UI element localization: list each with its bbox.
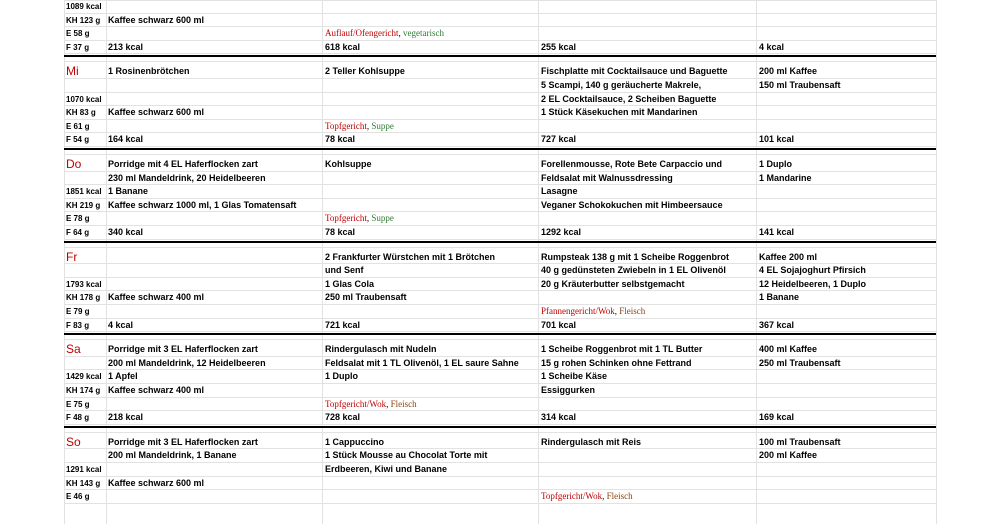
category-separator: , (602, 491, 607, 502)
nutrition-label: KH 219 g (66, 200, 101, 210)
meal-cell[interactable]: Kaffee schwarz 1000 ml, 1 Glas Tomatensaft (108, 199, 297, 210)
meal-cell[interactable]: 101 kcal (759, 134, 795, 145)
meal-cell[interactable]: Rindergulasch mit Reis (541, 436, 642, 447)
meal-cell[interactable]: 618 kcal (325, 41, 361, 52)
meal-cell[interactable]: 4 EL Sojajoghurt Pfirsich (759, 265, 866, 276)
meal-cell[interactable]: 200 ml Kaffee (759, 450, 818, 461)
nutrition-label: F 64 g (66, 228, 90, 237)
meal-cell[interactable]: Kaffee 200 ml (759, 251, 818, 262)
meal-cell[interactable]: 100 ml Traubensaft (759, 436, 841, 447)
nutrition-label: F 83 g (66, 320, 90, 330)
dish-category-tag (541, 305, 645, 318)
nutrition-label: F 48 g (66, 413, 90, 423)
row-gridline (64, 318, 936, 319)
day-name: So (66, 434, 81, 449)
category-type: Topfgericht/Wok (541, 491, 603, 502)
meal-cell[interactable]: 255 kcal (541, 41, 577, 52)
row-gridline (64, 40, 936, 41)
meal-cell[interactable]: 701 kcal (541, 319, 577, 330)
meal-cell[interactable]: 1 Banane (108, 186, 149, 197)
row-gridline (64, 410, 936, 411)
nutrition-label: 1429 kcal (66, 372, 102, 382)
meal-cell[interactable]: Kaffee schwarz 600 ml (108, 107, 205, 118)
meal-cell[interactable]: 340 kcal (108, 227, 144, 237)
row-gridline (64, 0, 936, 1)
meal-cell[interactable]: 213 kcal (108, 41, 144, 52)
meal-cell[interactable]: Essiggurken (541, 385, 596, 395)
nutrition-label: KH 83 g (66, 108, 96, 118)
meal-cell[interactable]: Rumpsteak 138 g mit 1 Scheibe Roggenbrot (541, 251, 730, 262)
meal-cell[interactable]: 250 ml Traubensaft (759, 357, 841, 368)
day-name: Fr (66, 249, 78, 264)
category-separator: , (398, 28, 403, 39)
dish-category-tag (325, 27, 444, 40)
meal-cell[interactable]: Forellenmousse, Rote Bete Carpaccio und (541, 159, 723, 169)
row-gridline (64, 432, 936, 433)
category-diet: Fleisch (619, 306, 646, 316)
category-diet: vegetarisch (402, 28, 444, 39)
nutrition-label: E 46 g (66, 492, 90, 502)
meal-cell[interactable]: Lasagne (541, 186, 578, 197)
category-diet: Fleisch (606, 491, 633, 502)
meal-cell[interactable]: 1 Apfel (108, 371, 138, 382)
meal-cell[interactable]: Veganer Schokokuchen mit Himbeersauce (541, 199, 723, 210)
meal-cell[interactable]: Rindergulasch mit Nudeln (325, 344, 437, 355)
meal-cell[interactable]: Fischplatte mit Cocktailsauce und Baguette (541, 66, 728, 77)
row-gridline (64, 146, 936, 147)
day-name: Sa (66, 342, 81, 357)
row-gridline (64, 53, 936, 54)
meal-cell[interactable]: Kaffee schwarz 400 ml (108, 385, 205, 395)
meal-cell[interactable]: 1 Scheibe Roggenbrot mit 1 TL Butter (541, 344, 703, 355)
nutrition-label: KH 123 g (66, 15, 101, 25)
category-diet: Suppe (371, 120, 394, 131)
meal-cell[interactable]: 169 kcal (759, 412, 795, 423)
category-diet: Suppe (371, 213, 394, 224)
meal-cell[interactable]: 200 ml Mandeldrink, 12 Heidelbeeren (108, 357, 266, 368)
row-gridline (64, 331, 936, 332)
meal-cell[interactable]: 367 kcal (759, 319, 795, 330)
meal-cell[interactable]: 200 ml Kaffee (759, 66, 818, 77)
meal-cell[interactable]: 150 ml Traubensaft (759, 80, 841, 90)
nutrition-label: E 61 g (66, 121, 90, 131)
nutrition-label: F 37 g (66, 42, 90, 52)
meal-cell[interactable]: Erdbeeren, Kiwi und Banane (325, 464, 448, 474)
dish-category-tag (325, 120, 394, 133)
meal-cell[interactable]: 141 kcal (759, 227, 795, 237)
dish-category-tag (325, 212, 394, 225)
category-type: Topfgericht (325, 120, 367, 131)
meal-cell[interactable]: Kaffee schwarz 600 ml (108, 14, 205, 25)
column-gridline (936, 0, 937, 524)
row-gridline (64, 424, 936, 425)
meal-cell[interactable]: 721 kcal (325, 319, 361, 330)
category-separator: , (366, 213, 372, 224)
row-gridline (64, 61, 936, 62)
meal-cell[interactable]: 1 Mandarine (759, 172, 812, 183)
row-gridline (64, 154, 936, 155)
row-gridline (64, 225, 936, 226)
meal-cell[interactable]: Feldsalat mit 1 TL Olivenöl, 1 EL saure Sahne (325, 357, 519, 368)
meal-cell[interactable]: 15 g rohen Schinken ohne Fettrand (541, 357, 692, 368)
meal-cell[interactable]: Porridge mit 4 EL Haferflocken zart (108, 159, 258, 169)
meal-cell[interactable]: 1292 kcal (541, 227, 582, 237)
day-name: Mi (66, 64, 79, 79)
meal-cell[interactable]: 250 ml Traubensaft (325, 292, 407, 303)
category-type: Topfgericht/Wok (325, 398, 387, 409)
row-gridline (64, 503, 936, 504)
nutrition-label: E 78 g (66, 214, 90, 224)
category-type: Pfannengericht/Wok (541, 306, 615, 316)
meal-cell[interactable]: 400 ml Kaffee (759, 344, 818, 355)
meal-cell[interactable]: 12 Heidelbeeren, 1 Duplo (759, 278, 867, 289)
meal-cell[interactable]: 1 Glas Cola (325, 278, 375, 289)
meal-cell[interactable]: 1 Duplo (325, 371, 358, 382)
meal-cell[interactable]: Feldsalat mit Walnussdressing (541, 172, 673, 183)
meal-cell[interactable]: Porridge mit 3 EL Haferflocken zart (108, 436, 258, 447)
meal-cell[interactable]: 2 Frankfurter Würstchen mit 1 Brötchen (325, 251, 496, 262)
meal-cell[interactable]: 230 ml Mandeldrink, 20 Heidelbeeren (108, 172, 266, 183)
row-gridline (64, 247, 936, 248)
meal-cell[interactable]: 78 kcal (325, 227, 356, 237)
row-gridline (64, 339, 936, 340)
meal-cell[interactable]: 1 Stück Käsekuchen mit Mandarinen (541, 107, 698, 118)
meal-cell[interactable]: 4 kcal (759, 41, 785, 52)
meal-cell[interactable]: 20 g Kräuterbutter selbstgemacht (541, 278, 685, 289)
meal-cell[interactable]: 314 kcal (541, 412, 577, 423)
day-separator (64, 426, 936, 428)
meal-cell[interactable]: und Senf (325, 265, 364, 276)
category-separator: , (366, 120, 372, 131)
meal-cell[interactable]: 218 kcal (108, 412, 144, 423)
nutrition-label: 1089 kcal (66, 2, 102, 11)
nutrition-label: KH 174 g (66, 386, 101, 395)
meal-cell[interactable]: 200 ml Mandeldrink, 1 Banane (108, 450, 237, 461)
nutrition-label: 1793 kcal (66, 279, 102, 289)
day-separator (64, 241, 936, 243)
category-type: Topfgericht (325, 213, 367, 224)
category-separator: , (386, 398, 391, 409)
day-separator (64, 333, 936, 335)
dish-category-tag (325, 398, 417, 411)
meal-cell[interactable]: 2 EL Cocktailsauce, 2 Scheiben Baguette (541, 93, 717, 104)
nutrition-label: KH 178 g (66, 293, 101, 303)
meal-cell[interactable]: 1 Duplo (759, 159, 792, 169)
row-gridline (64, 239, 936, 240)
meal-cell[interactable]: Kaffee schwarz 600 ml (108, 477, 205, 488)
meal-cell[interactable]: 1 Rosinenbrötchen (108, 66, 190, 77)
meal-cell[interactable]: 5 Scampi, 140 g geräucherte Makrele, (541, 80, 702, 90)
meal-cell[interactable]: 164 kcal (108, 134, 144, 145)
meal-cell[interactable]: Kohlsuppe (325, 159, 372, 169)
nutrition-label: 1070 kcal (66, 94, 102, 104)
meal-cell[interactable]: Porridge mit 3 EL Haferflocken zart (108, 344, 258, 355)
meal-cell[interactable]: 1 Stück Mousse au Chocolat Torte mit (325, 450, 488, 461)
nutrition-label: 1291 kcal (66, 465, 102, 474)
meal-cell[interactable]: 78 kcal (325, 134, 356, 145)
nutrition-label: E 58 g (66, 29, 90, 39)
row-gridline (64, 132, 936, 133)
meal-cell[interactable]: 4 kcal (108, 319, 134, 330)
meal-cell[interactable]: 1 Cappuccino (325, 436, 385, 447)
meal-cell[interactable]: 2 Teller Kohlsuppe (325, 66, 405, 77)
meal-cell[interactable]: 728 kcal (325, 412, 361, 423)
nutrition-label: 1851 kcal (66, 187, 102, 197)
nutrition-label: E 79 g (66, 307, 90, 316)
day-separator (64, 55, 936, 57)
dish-category-tag (541, 490, 633, 503)
nutrition-label: E 75 g (66, 399, 90, 409)
category-diet: Fleisch (390, 398, 417, 409)
day-name: Do (66, 157, 82, 171)
nutrition-label: F 54 g (66, 135, 90, 145)
category-separator: , (614, 306, 620, 316)
day-separator (64, 148, 936, 150)
meal-cell[interactable]: 1 Banane (759, 292, 800, 303)
category-type: Auflauf/Ofengericht (325, 28, 399, 39)
meal-cell[interactable]: Kaffee schwarz 400 ml (108, 292, 205, 303)
meal-cell[interactable]: 1 Scheibe Käse (541, 371, 608, 382)
meal-cell[interactable]: 40 g gedünsteten Zwiebeln in 1 EL Olivenöl (541, 265, 726, 276)
meal-cell[interactable]: 727 kcal (541, 134, 577, 145)
nutrition-label: KH 143 g (66, 478, 101, 488)
